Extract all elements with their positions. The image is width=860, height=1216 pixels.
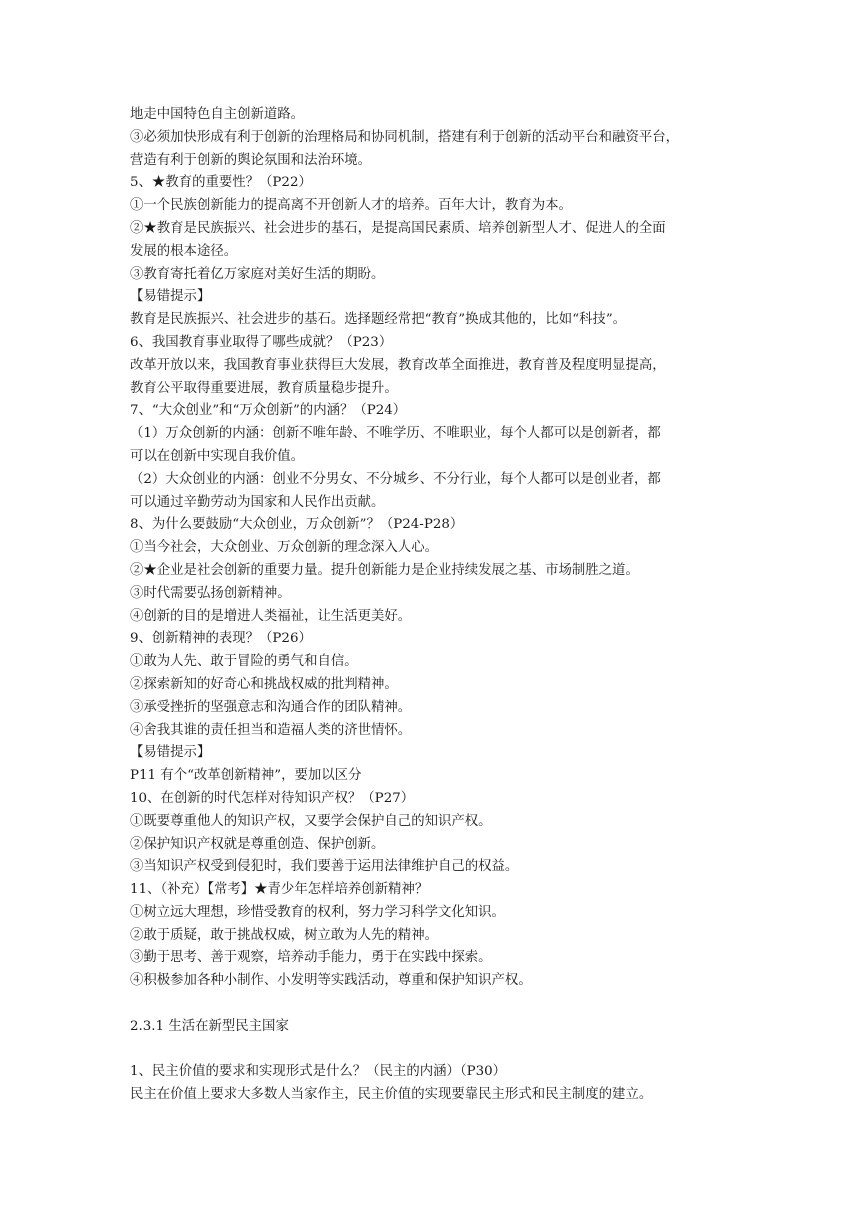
text-line: ②探索新知的好奇心和挑战权威的批判精神。 <box>130 676 398 692</box>
question-heading: 5、★教育的重要性？（P22） <box>130 175 312 191</box>
text-line: ①树立远大理想，珍惜受教育的权利，努力学习科学文化知识。 <box>130 904 505 920</box>
text-line: （2）大众创业的内涵：创业不分男女、不分城乡、不分行业，每个人都可以是创业者，都 <box>130 471 661 487</box>
question-heading: 8、为什么要鼓励“大众创业，万众创新”？（P24-P28） <box>130 517 464 533</box>
text-line: ③时代需要弘扬创新精神。 <box>130 585 291 601</box>
text-line: ①一个民族创新能力的提高离不开创新人才的培养。百年大计，教育为本。 <box>130 198 572 214</box>
question-heading: 6、我国教育事业取得了哪些成就？（P23） <box>130 334 393 350</box>
question-heading: 10、在创新的时代怎样对待知识产权？（P27） <box>130 790 415 806</box>
tip-heading: 【易错提示】 <box>130 745 211 761</box>
text-line: ③当知识产权受到侵犯时，我们要善于运用法律维护自己的权益。 <box>130 859 519 875</box>
text-line: 发展的根本途径。 <box>130 243 238 259</box>
text-line: ②保护知识产权就是尊重创造、保护创新。 <box>130 836 385 852</box>
text-line: ④积极参加各种小制作、小发明等实践活动，尊重和保护知识产权。 <box>130 973 532 989</box>
text-line: ①当今社会，大众创业、万众创新的理念深入人心。 <box>130 540 438 556</box>
text-line: ④创新的目的是增进人类福祉，让生活更美好。 <box>130 608 412 624</box>
text-line: ②★企业是社会创新的重要力量。提升创新能力是企业持续发展之基、市场制胜之道。 <box>130 562 639 578</box>
text-line: ④舍我其谁的责任担当和造福人类的济世情怀。 <box>130 722 412 738</box>
section-title: 2.3.1 生活在新型民主国家 <box>130 1018 289 1034</box>
text-line: 教育公平取得重要进展，教育质量稳步提升。 <box>130 380 398 396</box>
text-line: ③勤于思考、善于观察，培养动手能力，勇于在实践中探索。 <box>130 950 492 966</box>
text-line: P11 有个“改革创新精神”，要加以区分 <box>130 768 362 784</box>
tip-heading: 【易错提示】 <box>130 289 211 305</box>
text-line: 可以通过辛勤劳动为国家和人民作出贡献。 <box>130 494 385 510</box>
text-line: ②★教育是民族振兴、社会进步的基石，是提高国民素质、培养创新型人才、促进人的全面 <box>130 220 666 236</box>
text-line: （1）万众创新的内涵：创新不唯年龄、不唯学历、不唯职业，每个人都可以是创新者，都 <box>130 426 661 442</box>
text-line: 地走中国特色自主创新道路。 <box>130 107 305 122</box>
text-line: 营造有利于创新的舆论氛围和法治环境。 <box>130 152 372 168</box>
text-line: 改革开放以来，我国教育事业获得巨大发展，教育改革全面推进，教育普及程度明显提高， <box>130 357 666 373</box>
text-line: ②敢于质疑，敢于挑战权威，树立敢为人先的精神。 <box>130 927 438 943</box>
question-heading: 7、“大众创业”和“万众创新”的内涵？（P24） <box>130 403 407 419</box>
text-line: ①既要尊重他人的知识产权，又要学会保护自己的知识产权。 <box>130 813 492 829</box>
text-line: ③教育寄托着亿万家庭对美好生活的期盼。 <box>130 266 385 282</box>
text-line: ①敢为人先、敢于冒险的勇气和自信。 <box>130 654 358 670</box>
blank-line <box>130 1039 740 1062</box>
document-body <box>130 104 740 1107</box>
question-heading: 11、（补充）【常考】★青少年怎样培养创新精神？ <box>130 882 429 898</box>
text-line: 民主在价值上要求大多数人当家作主，民主价值的实现要靠民主形式和民主制度的建立。 <box>130 1087 653 1103</box>
text-line: ③必须加快形成有利于创新的治理格局和协同机制，搭建有利于创新的活动平台和融资平台， <box>130 129 680 145</box>
text-line: 教育是民族振兴、社会进步的基石。选择题经常把“教育”换成其他的，比如“科技”。 <box>130 312 627 328</box>
text-line: 可以在创新中实现自我价值。 <box>130 448 305 464</box>
blank-line <box>130 993 740 1016</box>
question-heading: 1、民主价值的要求和实现形式是什么？（民主的内涵）（P30） <box>130 1064 507 1080</box>
text-line: ③承受挫折的坚强意志和沟通合作的团队精神。 <box>130 699 412 715</box>
question-heading: 9、创新精神的表现？（P26） <box>130 631 312 647</box>
